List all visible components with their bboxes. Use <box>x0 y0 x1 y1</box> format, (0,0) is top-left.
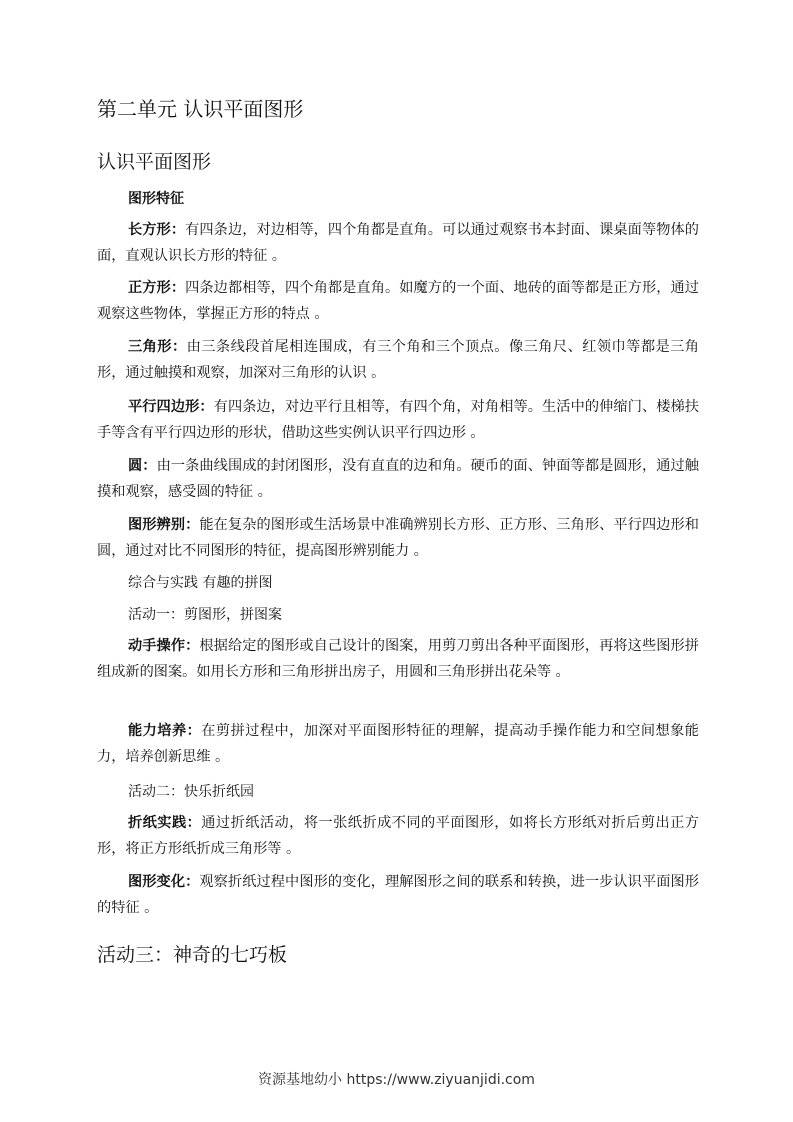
paragraph-rectangle <box>97 217 699 269</box>
text-shape-identification: 能在复杂的图形或生活场景中准确辨别长方形、正方形、三角形、平行四边形和圆，通过对比不同图形的特征，提高图形辨别能力 。 <box>97 517 699 559</box>
text-circle: 由一条曲线围成的封闭图形，没有直直的边和角。硬币的面、钟面等都是圆形，通过触摸和观察，感受圆的特征 。 <box>97 458 699 500</box>
text-folding-practice: 通过折纸活动，将一张纸折成不同的平面图形，如将长方形纸对折后剪出正方形，将正方形纸折成三角形等 。 <box>97 815 699 857</box>
term-folding-practice: 折纸实践： <box>128 815 202 831</box>
activity-three-title: 活动三：神奇的七巧板 <box>97 944 288 966</box>
text-hands-on: 根据给定的图形或自己设计的图案，用剪刀剪出各种平面图形，再将这些图形拼组成新的图案。如用长方形和三角形拼出房子，用圆和三角形拼出花朵等 。 <box>97 638 699 680</box>
term-rectangle: 长方形： <box>128 222 186 238</box>
term-shape-change: 图形变化： <box>128 874 200 890</box>
activity-two-title: 活动二：快乐折纸园 <box>128 784 254 800</box>
sub-heading-shape-features: 图形特征 <box>128 191 184 207</box>
paragraph-shape-identification <box>97 512 699 564</box>
paragraph-parallelogram <box>97 394 699 446</box>
term-parallelogram: 平行四边形： <box>128 399 214 415</box>
term-triangle: 三角形： <box>128 339 187 355</box>
activity-one-title: 活动一：剪图形，拼图案 <box>128 607 282 623</box>
text-parallelogram: 有四条边，对边平行且相等，有四个角，对角相等。生活中的伸缩门、楼梯扶手等含有平行四边形的形状，借助这些实例认识平行四边形 。 <box>97 399 699 441</box>
term-ability-training: 能力培养： <box>128 723 202 739</box>
paragraph-circle <box>97 453 699 505</box>
term-hands-on: 动手操作： <box>128 638 200 654</box>
unit-title: 第二单元 认识平面图形 <box>97 97 304 121</box>
paragraph-hands-on <box>97 633 699 685</box>
paragraph-triangle <box>97 334 699 386</box>
text-triangle: 由三条线段首尾相连围成，有三个角和三个顶点。像三角尺、红领巾等都是三角形，通过触摸和观察，加深对三角形的认识 。 <box>97 339 699 381</box>
paragraph-folding-practice <box>97 810 699 862</box>
text-shape-change: 观察折纸过程中图形的变化，理解图形之间的联系和转换，进一步认识平面图形的特征 。 <box>97 874 699 916</box>
footer-source: 资源基地幼小 https://www.ziyuanjidi.com <box>258 1072 535 1088</box>
term-shape-identification: 图形辨别： <box>128 517 200 533</box>
text-rectangle: 有四条边，对边相等，四个角都是直角。可以通过观察书本封面、课桌面等物体的面，直观认识长方形的特征 。 <box>97 222 699 264</box>
practice-heading: 综合与实践 有趣的拼图 <box>128 575 273 591</box>
paragraph-ability-training <box>97 718 699 770</box>
section-title: 认识平面图形 <box>97 151 212 173</box>
paragraph-shape-change <box>97 869 699 921</box>
paragraph-square <box>97 275 699 327</box>
text-square: 四条边都相等，四个角都是直角。如魔方的一个面、地砖的面等都是正方形，通过观察这些物体，掌握正方形的特点 。 <box>97 280 699 322</box>
term-circle: 圆： <box>128 458 157 474</box>
term-square: 正方形： <box>128 280 186 296</box>
text-ability-training: 在剪拼过程中，加深对平面图形特征的理解，提高动手操作能力和空间想象能力，培养创新思维 。 <box>97 723 699 765</box>
